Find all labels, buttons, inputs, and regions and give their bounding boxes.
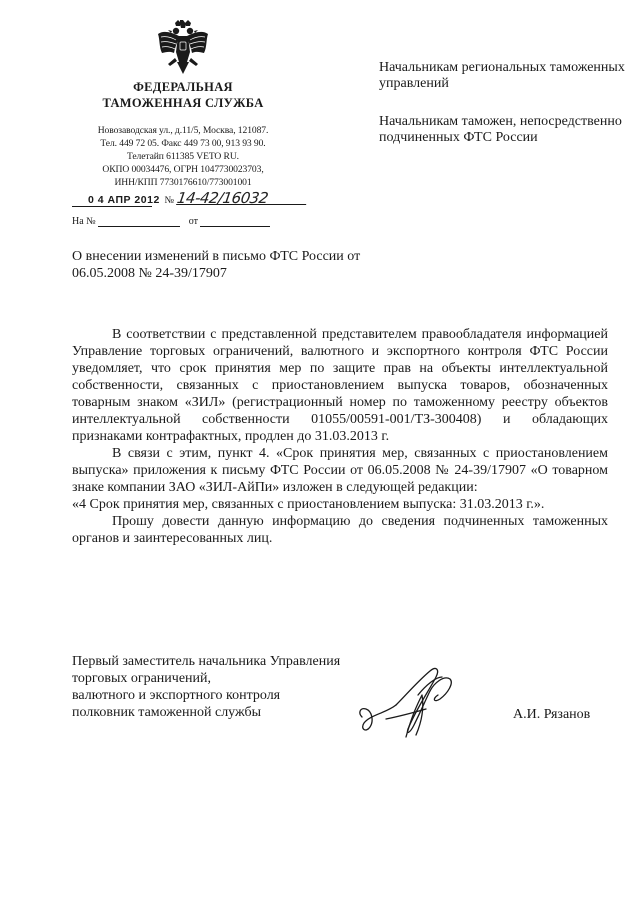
org-contacts [60,124,306,189]
signatory-name: А.И. Рязанов [513,707,591,722]
ref-label: На № [72,216,96,227]
recipient-1: Начальникам региональных таможенных управлений [379,60,625,91]
ref-from-label: от [188,216,198,227]
body-paragraph-2: В связи с этим, пункт 4. «Срок принятия мер, связанных с приостановлением выпуска» приложения к письму ФТС России от 06.05.2008 № 24-39/17907 «О товарном знаке компании ЗАО «ЗИЛ-АйПи» изложен в следующей редакции: [72,446,608,495]
org-address: Новозаводская ул., д.11/5, Москва, 121087. [97,125,269,136]
org-name-line2: ТАМОЖЕННАЯ СЛУЖБА [102,96,264,110]
reference-row [72,216,270,227]
signatory-line4: полковник таможенной службы [72,705,262,720]
body-paragraph-1: В соответствии с представленной представителем правообладателя информацией Управление торговых ограничений, валютного и экспортного контроля ФТС России уведомляет, что срок принятия мер по защите прав на объекты интеллектуальной собственности, связанных с приостановлением выпуска товаров, обозначенных товарным знаком «ЗИЛ» (регистрационный номер по таможенному реестру объектов интеллектуальной собственности 01055/00591-001/ТЗ-300408) и обладающих признаками контрафактных, продлен до 31.03.2013 г. [72,327,608,444]
signatory-line2: торговых ограничений, [72,671,212,686]
org-phone: Тел. 449 72 05. Факс 449 73 00, 913 93 90. [100,138,266,149]
ref-number-blank [98,216,180,227]
recipient-2: Начальникам таможен, непосредственно подчиненных ФТС России [379,114,622,145]
double-headed-eagle-emblem-icon [157,20,209,78]
date-stamp: 0 4 АПР 2012 [72,194,152,207]
handwritten-signature-icon [356,655,466,745]
org-telex: Телетайп 611385 VETO RU. [127,151,239,162]
letter-subject: О внесении изменений в письмо ФТС России от 06.05.2008 № 24-39/17907 [72,249,361,281]
date-number-row [72,189,307,208]
letter-body [72,326,608,547]
document-number: 14-42/16032 [176,192,308,205]
org-okpo: ОКПО 00034476, ОГРН 1047730023703, [102,164,264,175]
signatory-line1: Первый заместитель начальника Управления [72,654,341,669]
org-inn: ИНН/КПП 7730176610/773001001 [114,177,252,188]
ref-date-blank [200,216,270,227]
signatory-line3: валютного и экспортного контроля [72,688,281,703]
number-label: № [164,195,175,206]
body-quote: «4 Срок принятия мер, связанных с приостановлением выпуска: 31.03.2013 г.». [72,497,545,512]
signatory-title [72,653,372,721]
body-paragraph-3: Прошу довести данную информацию до сведения подчиненных таможенных органов и заинтересованных лиц. [72,514,608,546]
org-name-line1: ФЕДЕРАЛЬНАЯ [133,80,233,94]
